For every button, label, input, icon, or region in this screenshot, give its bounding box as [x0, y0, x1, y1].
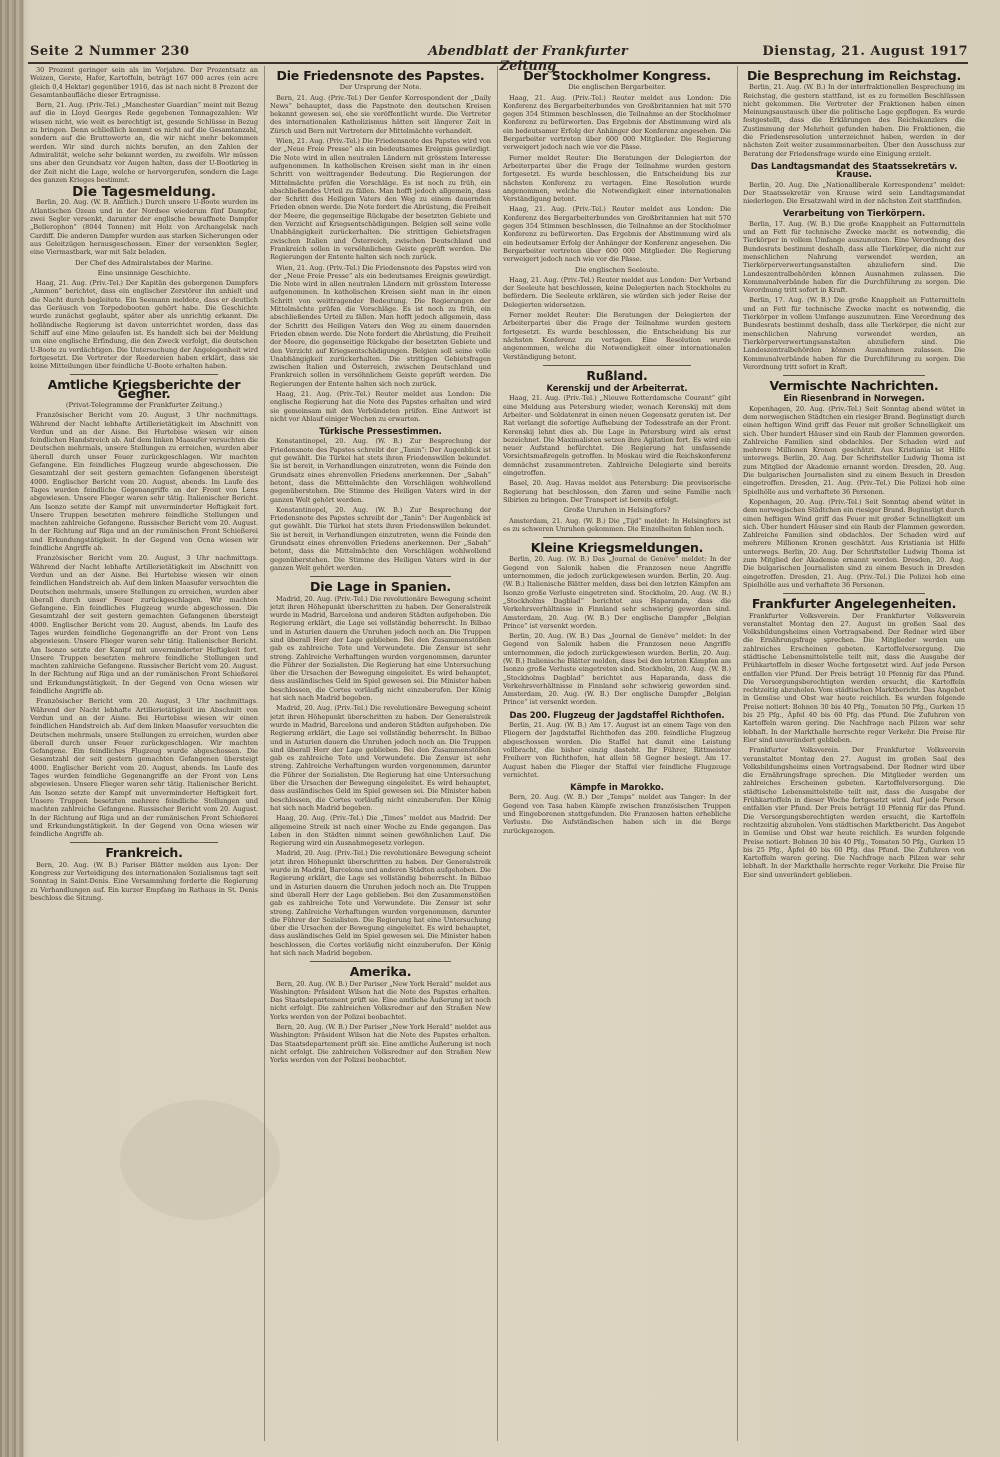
article-text: Berlin, 21. Aug. (W. B.) Am 17. August ist an einem Tage von den Fliegern der Jagdstaffel Richthofen das 200. feindliche Flugzeug abgeschossen worden. Die Staffel hat damit eine Leistung vollbracht, die bisher einzig dasteht. Ihr Führer, Rittmeister Freiherr von Richthofen, hat allein 58 Gegner besiegt. Am 17. August haben die Flieger der Staffel vier feindliche Flugzeuge vernichtet.: [503, 721, 731, 779]
section-heading: Amerika.: [349, 964, 412, 980]
article-text: Französischer Bericht vom 20. August, 3 Uhr nachmittags. Während der Nacht lebhafte Artillerietätigkeit im Abschnitt von Verdun und an der Aisne. Bei Hurtebise wiesen wir einen feindlichen Handstreich ab. Auf dem linken Maasufer versuchten die Deutschen mehrmals, unsere Stellungen zu erreichen, wurden aber überall durch unser Feuer zurückgeschlagen. Wir machten Gefangene. Ein feindliches Flugzeug wurde abgeschossen. Die Gesamtzahl der seit gestern gemachten Gefangenen übersteigt 4000. Englischer Bericht vom 20. August, abends. Im Laufe des Tages wurden feindliche Gegenangriffe an der Front von Lens abgewiesen. Unsere Flieger waren sehr tätig. Italienischer Bericht. Am Isonzo setzte der Kampf mit unverminderter Heftigkeit fort. Unsere Truppen besetzten mehrere feindliche Stellungen und machten zahlreiche Gefangene. Russischer Bericht vom 20. August. In der Richtung auf Riga und an der rumänischen Front Schießerei und Erkundungstätigkeit. In der Gegend von Ocna wiesen wir feindliche Angriffe ab.: [30, 411, 258, 553]
article-text: Madrid, 20. Aug. (Priv.-Tel.) Die revolutionäre Bewegung scheint jetzt ihren Höhepunkt überschritten zu haben. Der Generalstreik wurde in Madrid, Barcelona und anderen Städten aufgehoben. Die Regierung erklärt, die Lage sei vollständig beherrscht. In Bilbao und in Asturien dauern die Unruhen jedoch noch an. Die Truppen sind überall Herr der Lage geblieben. Bei den Zusammenstößen gab es zahlreiche Tote und Verwundete. Die Zensur ist sehr streng. Zahlreiche Verhaftungen wurden vorgenommen, darunter die Führer der Sozialisten. Die Regierung hat eine Untersuchung über die Ursachen der Bewegung eingeleitet. Es wird behauptet, dass ausländisches Geld im Spiel gewesen sei. Die Minister haben beschlossen, die Cortes vorläufig nicht einzuberufen. Der König hat sich nach Madrid begeben.: [270, 594, 491, 703]
article-text: Bern, 21. Aug. (Priv.-Tel.) „Manchester Guardian“ meint mit Bezug auf die in Lloyd Georges Rede gegebenen Tonnagezahlen: Wir wissen nicht, wie weit es berechtigt ist, gesunde Schlüsse in Bezug zu bringen. Denn schließlich kommt es nicht auf die Gesamtanzahl, sondern auf die Bruttowerte an, die wir nicht mehr bekommen werden. Wir sind durch nichts berufen, an den Zahlen der Admiralität, welche sehr bekannt werden, zu zweifeln. Wir müssen uns aber den Grundsatz vor Augen halten, dass der U-Bootkrieg in der Zeit nicht die Lage, welche er hervorgerufen, sondern die Lage des ganzen Krieges bestimmt.: [30, 101, 258, 184]
divider: [70, 374, 218, 375]
divider: [543, 365, 691, 366]
page-binding-edge: [0, 0, 24, 1457]
sub-heading: Das 200. Flugzeug der Jagdstaffel Richthofen.: [509, 709, 725, 720]
article-text: Bern, 21. Aug. (Priv.-Tel.) Der Genfer Korrespondent der „Daily News“ behauptet, dass die Papstnote den deutschen Kreisen bekannt gewesen sei, ehe sie veröffentlicht wurde. Die Vertreter des internationalen Katholizismus hätten seit längerer Zeit in Zürich und Bern mit Vertretern der Mittelmächte verhandelt.: [270, 93, 491, 135]
article-text: Frankfurter Volksverein. Der Frankfurter Volksverein veranstaltet Montag den 27. August im großen Saal des Volksbildungsheims einen Vortragsabend. Der Redner wird über die Ernährungsfrage sprechen. Die Mitglieder werden um zahlreiches Erscheinen gebeten. Kartoffelversorgung. Die städtische Lebensmittelstelle teilt mit, dass die Ausgabe der Frühkartoffeln in dieser Woche fortgesetzt wird. Auf jede Person entfallen vier Pfund. Der Preis beträgt 10 Pfennig für das Pfund. Die Versorgungsberechtigten werden ersucht, die Kartoffeln rechtzeitig abzuholen. Vom städtischen Marktbericht. Das Angebot in Gemüse und Obst war heute reichlich. Es wurden folgende Preise notiert: Bohnen 30 bis 40 Pfg., Tomaten 50 Pfg., Gurken 15 bis 25 Pfg., Äpfel 40 bis 60 Pfg. das Pfund. Die Zufuhren von Kartoffeln waren gering. Die Nachfrage nach Pilzen war sehr lebhaft. In der Markthalle herrschte reger Verkehr. Die Preise für Eier sind unverändert geblieben.: [743, 611, 965, 744]
page-number: Seite 2 Nummer 230: [30, 44, 190, 59]
article-text: Bern, 20. Aug. (W. B.) Pariser Blätter melden aus Lyon: Der Kongress zur Verteidigung des internationalen Sozialismus tagt seit Sonntag in Saint-Denis. Eine Versammlung forderte die Regierung zu Verhandlungen auf. Ein kurzer Empfang im Rathaus in St. Denis beschloss die Sitzung.: [30, 860, 258, 902]
section-heading: Die Tagesmeldung.: [72, 184, 216, 201]
issue-date: Dienstag, 21. August 1917: [762, 44, 968, 59]
article-text: 30 Prozent geringer sein als im Vorjahre. Der Prozentsatz an Weizen, Gerste, Hafer, Kartoffeln, beträgt 167 000 acres (ein acre gleich 0,4 Hektar) gegenüber 1916, das ist nach nicht 8 Prozent der Gesamtanbaufläche dieser Ertragnisse.: [30, 66, 258, 99]
column-rule-3: [737, 66, 738, 1441]
sub-heading: Kerenskij und der Arbeiterrat.: [546, 383, 688, 394]
column-rule-2: [497, 66, 498, 1441]
column-3: [503, 66, 731, 1441]
signature: Der Chef des Admiralstabes der Marine.: [75, 258, 213, 267]
sub-heading: Der Ursprung der Note.: [339, 83, 422, 92]
article-text: Madrid, 20. Aug. (Priv.-Tel.) Die revolutionäre Bewegung scheint jetzt ihren Höhepunkt überschritten zu haben. Der Generalstreik wurde in Madrid, Barcelona und anderen Städten aufgehoben. Die Regierung erklärt, die Lage sei vollständig beherrscht. In Bilbao und in Asturien dauern die Unruhen jedoch noch an. Die Truppen sind überall Herr der Lage geblieben. Bei den Zusammenstößen gab es zahlreiche Tote und Verwundete. Die Zensur ist sehr streng. Zahlreiche Verhaftungen wurden vorgenommen, darunter die Führer der Sozialisten. Die Regierung hat eine Untersuchung über die Ursachen der Bewegung eingeleitet. Es wird behauptet, dass ausländisches Geld im Spiel gewesen sei. Die Minister haben beschlossen, die Cortes vorläufig nicht einzuberufen. Der König hat sich nach Madrid begeben.: [270, 849, 491, 957]
article-text: Basel, 20. Aug. Havas meldet aus Petersburg: Die provisorische Regierung hat beschlossen, den Zaren und seine Familie nach Sibirien zu bringen. Der Transport ist bereits erfolgt.: [503, 479, 731, 504]
section-heading: Die Lage in Spanien.: [310, 579, 451, 595]
article-text: Berlin, 21. Aug. (W. B.) In der interfraktionellen Besprechung im Reichstag, die gestern stattfand, ist es zu formellen Beschlüssen nicht gekommen. Die Vertreter der Fraktionen haben einen Meinungsaustausch über die politische Lage gepflogen. Es wurde festgestellt, dass die Erklärungen des Reichskanzlers die Zustimmung der Mehrheit gefunden haben. Die Fraktionen, die die Friedensresolution unterzeichnet haben, werden in der nächsten Zeit weiter zusammenarbeiten. Über den Ausschuss zur Beratung der Friedensfrage wurde eine Einigung erzielt.: [743, 83, 965, 158]
sub-heading: Ein Riesenbrand in Norwegen.: [783, 393, 925, 404]
masthead: [28, 42, 968, 74]
divider: [310, 961, 451, 962]
article-text: Frankfurter Volksverein. Der Frankfurter Volksverein veranstaltet Montag den 27. August im großen Saal des Volksbildungsheims einen Vortragsabend. Der Redner wird über die Ernährungsfrage sprechen. Die Mitglieder werden um zahlreiches Erscheinen gebeten. Kartoffelversorgung. Die städtische Lebensmittelstelle teilt mit, dass die Ausgabe der Frühkartoffeln in dieser Woche fortgesetzt wird. Auf jede Person entfallen vier Pfund. Der Preis beträgt 10 Pfennig für das Pfund. Die Versorgungsberechtigten werden ersucht, die Kartoffeln rechtzeitig abzuholen. Vom städtischen Marktbericht. Das Angebot in Gemüse und Obst war heute reichlich. Es wurden folgende Preise notiert: Bohnen 30 bis 40 Pfg., Tomaten 50 Pfg., Gurken 15 bis 25 Pfg., Äpfel 40 bis 60 Pfg. das Pfund. Die Zufuhren von Kartoffeln waren gering. Die Nachfrage nach Pilzen war sehr lebhaft. In der Markthalle herrschte reger Verkehr. Die Preise für Eier sind unverändert geblieben.: [743, 746, 965, 879]
sub-heading: Türkische Pressestimmen.: [319, 426, 442, 437]
sub-heading: Kämpfe in Marokko.: [570, 782, 664, 793]
section-heading: Vermischte Nachrichten.: [769, 378, 939, 394]
column-2: [270, 66, 491, 1441]
article-text: Konstantinopel, 20. Aug. (W. B.) Zur Besprechung der Friedensnote des Papstes schreibt der „Tanin“: Der Augenblick ist gut gewählt. Die Türkei hat stets ihren Friedenswillen bekundet. Sie ist bereit, in Verhandlungen einzutreten, wenn die Feinde den Grundsatz eines ehrenvollen Friedens anerkennen. Der „Sabah“ betont, dass die Mittelmächte den Vorschlägen wohlwollend gegenüberstehen. Die Stimme des Heiligen Vaters wird in der ganzen Welt gehört werden.: [270, 437, 491, 504]
article-text: Haag, 21. Aug. (Priv.-Tel.) Reuter meldet aus London: Die Konferenz des Bergarbeiterbundes von Großbritannien hat mit 570 gegen 354 Stimmen beschlossen, die Teilnahme an der Stockholmer Konferenz zu befürworten. Das Ergebnis der Abstimmung wird als ein bedeutsamer Erfolg der Anhänger der Konferenz angesehen. Die Bergarbeiter vertreten über 600 000 Mitglieder. Die Regierung verweigert jedoch nach wie vor die Pässe.: [503, 205, 731, 264]
sub-heading: Die englischen Bergarbeiter.: [568, 83, 666, 92]
article-text: Ferner meldet Reuter: Die Beratungen der Delegierten der Arbeiterpartei über die Frage der Teilnahme wurden gestern fortgesetzt. Es wurde beschlossen, die Entscheidung bis zur nächsten Konferenz zu vertagen. Eine Resolution wurde angenommen, welche die Notwendigkeit einer internationalen Verständigung betont.: [503, 153, 731, 204]
section-heading: Der Stockholmer Kongress.: [523, 68, 711, 83]
sub-heading: (Privat-Telegramme der Frankfurter Zeitung.): [65, 400, 223, 409]
article-text: Berlin, 20. Aug. (W. B.) Das „Journal de Genève“ meldet: In der Gegend von Salonik haben die Franzosen neue Angriffe unternommen, die jedoch zurückgewiesen wurden. Berlin, 20. Aug. (W. B.) Italienische Blätter melden, dass bei den letzten Kämpfen am Isonzo große Verluste eingetreten sind. Stockholm, 20. Aug. (W. B.) „Stockholms Dagblad“ berichtet aus Haparanda, dass die Verkehrsverhältnisse in Finnland sehr schwierig geworden sind. Amsterdam, 20. Aug. (W. B.) Der englische Dampfer „Belgian Prince“ ist versenkt worden.: [503, 632, 731, 707]
sub-heading: Die englischen Seeleute.: [574, 265, 660, 274]
paper-stain: [120, 1100, 280, 1220]
section-heading: Die Friedensnote des Papstes.: [276, 68, 485, 83]
divider: [783, 593, 925, 594]
sub-heading: Große Unruhen in Helsingfors?: [563, 506, 671, 515]
article-text: Haag, 20. Aug. (Priv.-Tel.) Die „Times“ meldet aus Madrid: Der allgemeine Streik ist nach einer Woche zu Ende gegangen. Das Leben in den Städten nimmt seinen gewöhnlichen Lauf. Die Regierung wird ein Ausnahmegesetz vorlegen.: [270, 814, 491, 848]
article-text: Bern, 20. Aug. (W. B.) Der Pariser „New York Herald“ meldet aus Washington: Präsident Wilson hat die Note des Papstes erhalten. Das Staatsdepartement prüft sie. Eine amtliche Äußerung ist noch nicht erfolgt. Die zahlreichen Volksredner auf den Straßen New Yorks werden von der Polizei beobachtet.: [270, 1023, 491, 1065]
article-text: Amsterdam, 21. Aug. (W. B.) Die „Tijd“ meldet: In Helsingfors ist es zu schweren Unruhen gekommen. Die Einzelheiten fehlen noch.: [503, 516, 731, 533]
article-text: Ferner meldet Reuter: Die Beratungen der Delegierten der Arbeiterpartei über die Frage der Teilnahme wurden gestern fortgesetzt. Es wurde beschlossen, die Entscheidung bis zur nächsten Konferenz zu vertagen. Eine Resolution wurde angenommen, welche die Notwendigkeit einer internationalen Verständigung betont.: [503, 311, 731, 361]
column-4: [743, 66, 965, 1441]
sub-heading: Das Landtagsmandat des Staatssekretärs v. Krause.: [750, 160, 958, 180]
article-text: Berlin, 20. Aug. Die „Nationalliberale Korrespondenz“ meldet: Der Staatssekretär von Krause wird sein Landtagsmandat niederlegen. Die Ersatzwahl wird in der nächsten Zeit stattfinden.: [743, 180, 965, 206]
article-text: Berlin, 20. Aug. (W. B. Amtlich.) Durch unsere U-Boote wurden im Atlantischen Ozean und in der Nordsee wiederum fünf Dampfer, zwei Segler versenkt, darunter der englische bewaffnete Dampfer „Bellerophon“ (8044 Tonnen) mit Holz von Archangelsk nach Cardiff. Die anderen Dampfer wurden aus starken Sicherungen oder aus Geleitzügen herausgeschossen. Einer der versenkten Segler, eine Viermastbark, war mit Salz beladen.: [30, 198, 258, 257]
article-text: Haag, 21. Aug. (Priv.-Tel.) Reuter meldet aus London: Die Konferenz des Bergarbeiterbundes von Großbritannien hat mit 570 gegen 354 Stimmen beschlossen, die Teilnahme an der Stockholmer Konferenz zu befürworten. Das Ergebnis der Abstimmung wird als ein bedeutsamer Erfolg der Anhänger der Konferenz angesehen. Die Bergarbeiter vertreten über 600 000 Mitglieder. Die Regierung verweigert jedoch nach wie vor die Pässe.: [503, 93, 731, 152]
divider: [310, 576, 451, 577]
article-text: Kopenhagen, 20. Aug. (Priv.-Tel.) Seit Sonntag abend wütet in dem norwegischen Städtchen ein riesiger Brand. Begünstigt durch einen heftigen Wind griff das Feuer mit großer Schnelligkeit um sich. Über hundert Häuser sind ein Raub der Flammen geworden. Zahlreiche Familien sind obdachlos. Der Schaden wird auf mehrere Millionen Kronen geschätzt. Aus Kristiania ist Hilfe unterwegs. Berlin, 20. Aug. Der Schriftsteller Ludwig Thoma ist zum Mitglied der Akademie ernannt worden. Dresden, 20. Aug. Die bulgarischen Journalisten sind zu einem Besuch in Dresden eingetroffen. Dresden, 21. Aug. (Priv.-Tel.) Die Polizei hob eine Spielhölle aus und verhaftete 36 Personen.: [743, 497, 965, 589]
column-rule-1: [264, 66, 265, 1441]
article-text: Haag, 21. Aug. (Priv.-Tel.) Reuter meldet aus London: Der Verband der Seeleute hat beschlossen, keine Delegierten nach Stockholm zu befördern. Die Seeleute erklären, sie würden sich jeder Reise der Delegierten widersetzen.: [503, 275, 731, 309]
section-heading: Frankfurter Angelegenheiten.: [751, 596, 957, 612]
article-text: Berlin, 20. Aug. (W. B.) Das „Journal de Genève“ meldet: In der Gegend von Salonik haben die Franzosen neue Angriffe unternommen, die jedoch zurückgewiesen wurden. Berlin, 20. Aug. (W. B.) Italienische Blätter melden, dass bei den letzten Kämpfen am Isonzo große Verluste eingetreten sind. Stockholm, 20. Aug. (W. B.) „Stockholms Dagblad“ berichtet aus Haparanda, dass die Verkehrsverhältnisse in Finnland sehr schwierig geworden sind. Amsterdam, 20. Aug. (W. B.) Der englische Dampfer „Belgian Prince“ ist versenkt worden.: [503, 555, 731, 630]
paper-stain: [610, 420, 750, 510]
article-text: Bern, 20. Aug. (W. B.) Der Pariser „New York Herald“ meldet aus Washington: Präsident Wilson hat die Note des Papstes erhalten. Das Staatsdepartement prüft sie. Eine amtliche Äußerung ist noch nicht erfolgt. Die zahlreichen Volksredner auf den Straßen New Yorks werden von der Polizei beobachtet.: [270, 979, 491, 1021]
article-text: Haag, 21. Aug. (Priv.-Tel.) Der Kapitän des geborgenen Dampfers „Ammon“ berichtet, dass ein englischer Zerstörer ihn anhielt und die Nacht durch begleitete. Ein Seemann meldete, dass er deutlich das Geräusch von Torpedobooten gehört habe. Die Geschichte wurde zunächst geglaubt, später aber als unrichtig erkannt. Die holländische Regierung ist davon unterrichtet worden, dass das Schiff auf eine Mine gelaufen ist. Es handelt sich bei der Meldung um eine englische Erfindung, die den Zweck verfolgt, die deutschen U-Boote zu verdächtigen. Die Untersuchung der Angelegenheit wird fortgesetzt. Die Vertreter der Reedereien haben erklärt, dass sie keine Mitteilungen über feindliche U-Boote erhalten haben.: [30, 279, 258, 371]
divider: [543, 537, 691, 538]
section-heading: Amtliche Kriegsberichte der Gegner.: [47, 377, 241, 401]
article-text: Französischer Bericht vom 20. August, 3 Uhr nachmittags. Während der Nacht lebhafte Artillerietätigkeit im Abschnitt von Verdun und an der Aisne. Bei Hurtebise wiesen wir einen feindlichen Handstreich ab. Auf dem linken Maasufer versuchten die Deutschen mehrmals, unsere Stellungen zu erreichen, wurden aber überall durch unser Feuer zurückgeschlagen. Wir machten Gefangene. Ein feindliches Flugzeug wurde abgeschossen. Die Gesamtzahl der seit gestern gemachten Gefangenen übersteigt 4000. Englischer Bericht vom 20. August, abends. Im Laufe des Tages wurden feindliche Gegenangriffe an der Front von Lens abgewiesen. Unsere Flieger waren sehr tätig. Italienischer Bericht. Am Isonzo setzte der Kampf mit unverminderter Heftigkeit fort. Unsere Truppen besetzten mehrere feindliche Stellungen und machten zahlreiche Gefangene. Russischer Bericht vom 20. August. In der Richtung auf Riga und an der rumänischen Front Schießerei und Erkundungstätigkeit. In der Gegend von Ocna wiesen wir feindliche Angriffe ab.: [30, 697, 258, 839]
sub-heading: Verarbeitung von Tierkörpern.: [782, 208, 926, 219]
section-heading: Frankreich.: [105, 845, 183, 861]
article-text: Haag, 21. Aug. (Priv.-Tel.) Reuter meldet aus London: Die englische Regierung hat die Note des Papstes erhalten und wird sie gemeinsam mit den Verbündeten prüfen. Eine Antwort ist nicht vor Ablauf einiger Wochen zu erwarten.: [270, 389, 491, 423]
article-text: Kopenhagen, 20. Aug. (Priv.-Tel.) Seit Sonntag abend wütet in dem norwegischen Städtchen ein riesiger Brand. Begünstigt durch einen heftigen Wind griff das Feuer mit großer Schnelligkeit um sich. Über hundert Häuser sind ein Raub der Flammen geworden. Zahlreiche Familien sind obdachlos. Der Schaden wird auf mehrere Millionen Kronen geschätzt. Aus Kristiania ist Hilfe unterwegs. Berlin, 20. Aug. Der Schriftsteller Ludwig Thoma ist zum Mitglied der Akademie ernannt worden. Dresden, 20. Aug. Die bulgarischen Journalisten sind zu einem Besuch in Dresden eingetroffen. Dresden, 21. Aug. (Priv.-Tel.) Die Polizei hob eine Spielhölle aus und verhaftete 36 Personen.: [743, 404, 965, 496]
article-text: Bern, 20. Aug. (W. B.) Der „Temps“ meldet aus Tanger: In der Gegend von Tasa haben Kämpfe zwischen französischen Truppen und Eingeborenen stattgefunden. Die Franzosen hatten erhebliche Verluste. Die Aufständischen haben sich in die Berge zurückgezogen.: [503, 793, 731, 835]
article-text: Berlin, 17. Aug. (W. B.) Die große Knappheit an Futtermitteln und an Fett für technische Zwecke macht es notwendig, die Tierkörper in vollem Umfange auszunutzen. Eine Verordnung des Bundesrats bestimmt deshalb, dass alle Tierkörper, die nicht zur menschlichen Nahrung verwendet werden, an Tierkörperverwertungsanstalten abzuliefern sind. Die Landeszentralbehörden können Ausnahmen zulassen. Die Kommunalverbände haben für die Durchführung zu sorgen. Die Verordnung tritt sofort in Kraft.: [743, 296, 965, 371]
article-text: Französischer Bericht vom 20. August, 3 Uhr nachmittags. Während der Nacht lebhafte Artillerietätigkeit im Abschnitt von Verdun und an der Aisne. Bei Hurtebise wiesen wir einen feindlichen Handstreich ab. Auf dem linken Maasufer versuchten die Deutschen mehrmals, unsere Stellungen zu erreichen, wurden aber überall durch unser Feuer zurückgeschlagen. Wir machten Gefangene. Ein feindliches Flugzeug wurde abgeschossen. Die Gesamtzahl der seit gestern gemachten Gefangenen übersteigt 4000. Englischer Bericht vom 20. August, abends. Im Laufe des Tages wurden feindliche Gegenangriffe an der Front von Lens abgewiesen. Unsere Flieger waren sehr tätig. Italienischer Bericht. Am Isonzo setzte der Kampf mit unverminderter Heftigkeit fort. Unsere Truppen besetzten mehrere feindliche Stellungen und machten zahlreiche Gefangene. Russischer Bericht vom 20. August. In der Richtung auf Riga und an der rumänischen Front Schießerei und Erkundungstätigkeit. In der Gegend von Ocna wiesen wir feindliche Angriffe ab.: [30, 554, 258, 696]
article-text: Madrid, 20. Aug. (Priv.-Tel.) Die revolutionäre Bewegung scheint jetzt ihren Höhepunkt überschritten zu haben. Der Generalstreik wurde in Madrid, Barcelona und anderen Städten aufgehoben. Die Regierung erklärt, die Lage sei vollständig beherrscht. In Bilbao und in Asturien dauern die Unruhen jedoch noch an. Die Truppen sind überall Herr der Lage geblieben. Bei den Zusammenstößen gab es zahlreiche Tote und Verwundete. Die Zensur ist sehr streng. Zahlreiche Verhaftungen wurden vorgenommen, darunter die Führer der Sozialisten. Die Regierung hat eine Untersuchung über die Ursachen der Bewegung eingeleitet. Es wird behauptet, dass ausländisches Geld im Spiel gewesen sei. Die Minister haben beschlossen, die Cortes vorläufig nicht einzuberufen. Der König hat sich nach Madrid begeben.: [270, 704, 491, 812]
divider: [70, 842, 218, 843]
article-text: Berlin, 17. Aug. (W. B.) Die große Knappheit an Futtermitteln und an Fett für technische Zwecke macht es notwendig, die Tierkörper in vollem Umfange auszunutzen. Eine Verordnung des Bundesrats bestimmt deshalb, dass alle Tierkörper, die nicht zur menschlichen Nahrung verwendet werden, an Tierkörperverwertungsanstalten abzuliefern sind. Die Landeszentralbehörden können Ausnahmen zulassen. Die Kommunalverbände haben für die Durchführung zu sorgen. Die Verordnung tritt sofort in Kraft.: [743, 219, 965, 295]
article-text: Konstantinopel, 20. Aug. (W. B.) Zur Besprechung der Friedensnote des Papstes schreibt der „Tanin“: Der Augenblick ist gut gewählt. Die Türkei hat stets ihren Friedenswillen bekundet. Sie ist bereit, in Verhandlungen einzutreten, wenn die Feinde den Grundsatz eines ehrenvollen Friedens anerkennen. Der „Sabah“ betont, dass die Mittelmächte den Vorschlägen wohlwollend gegenüberstehen. Die Stimme des Heiligen Vaters wird in der ganzen Welt gehört werden.: [270, 505, 491, 572]
article-text: Wien, 21. Aug. (Priv.-Tel.) Die Friedensnote des Papstes wird von der „Neue Freie Presse“ als ein bedeutsames Ereignis gewürdigt. Die Note wird in allen neutralen Ländern mit grösstem Interesse aufgenommen. In katholischen Kreisen sieht man in ihr einen Schritt von weittragender Bedeutung. Die Regierungen der Mittelmächte prüfen die Vorschläge. Es ist noch zu früh, ein abschließendes Urteil zu fällen. Man hofft jedoch allgemein, dass der Schritt des Heiligen Vaters den Weg zu einem dauernden Frieden ebnen werde. Die Note fordert die Abrüstung, die Freiheit der Meere, die gegenseitige Rückgabe der besetzten Gebiete und den Verzicht auf Kriegsentschädigungen. Belgien soll seine volle Unabhängigkeit zurückerhalten. Die strittigen Gebietsfragen zwischen Italien und Österreich, zwischen Deutschland und Frankreich sollen in versöhnlichem Geiste geprüft werden. Die Regierungen der Entente halten sich noch zurück.: [270, 137, 491, 262]
article-text: Wien, 21. Aug. (Priv.-Tel.) Die Friedensnote des Papstes wird von der „Neue Freie Presse“ als ein bedeutsames Ereignis gewürdigt. Die Note wird in allen neutralen Ländern mit grösstem Interesse aufgenommen. In katholischen Kreisen sieht man in ihr einen Schritt von weittragender Bedeutung. Die Regierungen der Mittelmächte prüfen die Vorschläge. Es ist noch zu früh, ein abschließendes Urteil zu fällen. Man hofft jedoch allgemein, dass der Schritt des Heiligen Vaters den Weg zu einem dauernden Frieden ebnen werde. Die Note fordert die Abrüstung, die Freiheit der Meere, die gegenseitige Rückgabe der besetzten Gebiete und den Verzicht auf Kriegsentschädigungen. Belgien soll seine volle Unabhängigkeit zurückerhalten. Die strittigen Gebietsfragen zwischen Italien und Österreich, zwischen Deutschland und Frankreich sollen in versöhnlichem Geiste geprüft werden. Die Regierungen der Entente halten sich noch zurück.: [270, 263, 491, 388]
newspaper-title: Abendblatt der Frankfurter Zeitung: [428, 44, 628, 74]
column-1: [30, 66, 258, 1441]
sub-heading: Eine unsinnige Geschichte.: [97, 268, 191, 277]
divider: [783, 375, 925, 376]
section-heading: Die Besprechung im Reichstag.: [746, 68, 962, 83]
article-text: Haag, 21. Aug. (Priv.-Tel.) „Nieuwe Rotterdamsche Courant“ gibt eine Meldung aus Petersburg wieder, wonach Kerenskij mit dem Arbeiter- und Soldatenrat in einen neuen Gegensatz geraten ist. Der Rat verlangt die sofortige Aufhebung der Todesstrafe an der Front. Kerenskij lehnt dies ab. Die Lage in Petersburg wird als ernst bezeichnet. Die Maximalisten setzen ihre Agitation fort. Es wird ein neuer Aufstand befürchtet. Die Regierung hat umfassende Vorsichtsmaßregeln getroffen. In Moskau wird die Reichskonferenz demnächst zusammentreten. Zahlreiche Delegierte sind bereits eingetroffen.: [503, 394, 731, 478]
section-heading: Kleine Kriegsmeldungen.: [530, 540, 704, 556]
section-heading: Rußland.: [586, 367, 648, 383]
